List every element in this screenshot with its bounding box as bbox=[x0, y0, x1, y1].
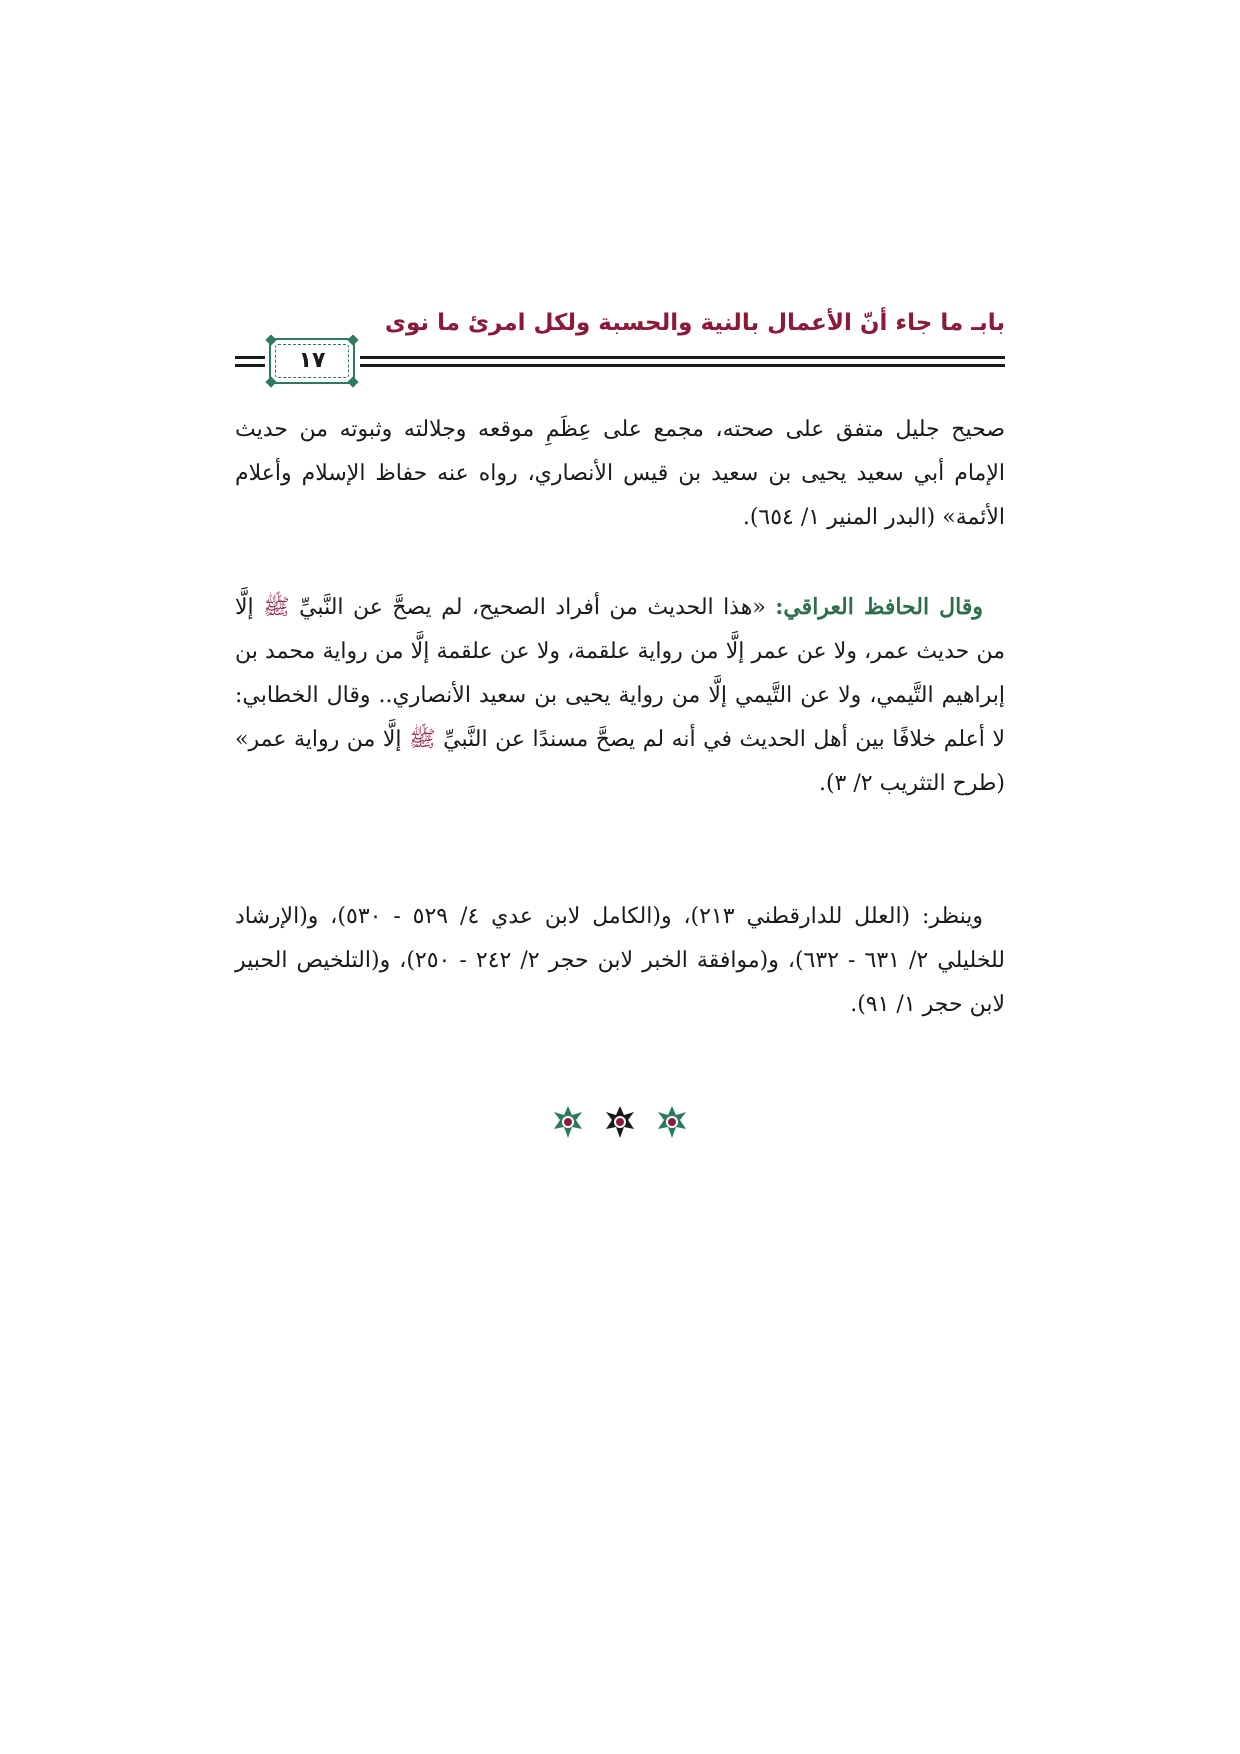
page-number: ١٧ bbox=[298, 348, 326, 373]
quote-text: «هذا الحديث من أفراد الصحيح، لم يصحَّ عن النَّبيِّ bbox=[289, 595, 776, 620]
salutation-glyph: ﷺ bbox=[409, 727, 436, 752]
chapter-title: بابـ ما جاء أنّ الأعمال بالنية والحسبة ولكل امرئ ما نوى bbox=[384, 310, 1005, 336]
header-rule bbox=[235, 364, 265, 367]
paragraph-1 bbox=[235, 408, 1005, 540]
header-rule bbox=[360, 356, 1005, 359]
paragraph-text bbox=[235, 585, 1005, 806]
star-ornament-icon bbox=[551, 1105, 585, 1139]
section-divider bbox=[0, 1105, 1240, 1145]
paragraph-text: وينظر: (العلل للدارقطني ٢١٣)، و(الكامل لابن عدي ٤/ ٥٢٩ - ٥٣٠)، و(الإرشاد للخليلي ٢/ ٦٣١ - ٦٣٢)، و(موافقة الخبر لابن حجر ٢/ ٢٤٢ - ٢٥٠)، و(التلخيص الحبير لابن حجر ١/ ٩١). bbox=[235, 904, 1006, 1017]
paragraph-text: صحيح جليل متفق على صحته، مجمع على عِظَمِ موقعه وجلالته وثبوته من حديث الإمام أبي سعيد يحيى بن سعيد بن قيس الأنصاري، رواه عنه حفاظ الإسلام وأعلام الأئمة» (البدر المنير ١/ ٦٥٤). bbox=[235, 417, 1005, 530]
page-header bbox=[235, 308, 1005, 388]
paragraph-3 bbox=[235, 895, 1005, 1027]
speaker-name: وقال الحافظ العراقي: bbox=[775, 594, 983, 620]
paragraph-2 bbox=[235, 585, 1005, 806]
page-number-badge bbox=[269, 338, 355, 384]
header-rule bbox=[235, 356, 265, 359]
salutation-glyph: ﷺ bbox=[263, 595, 290, 620]
star-ornament-icon bbox=[655, 1105, 689, 1139]
quote-text: إلَّا من حديث عمر، ولا عن عمر إلَّا من رواية علقمة، ولا عن علقمة إلَّا من رواية محمد بن إبراهيم التَّيمي، ولا عن التَّيمي إلَّا من رواية يحيى بن سعيد الأنصاري.. وقال الخطابي: لا أعلم خلافًا بين أهل الحديث في أنه لم يصحَّ مسندًا عن النَّبيِّ bbox=[235, 595, 1006, 752]
star-ornament-icon bbox=[603, 1105, 637, 1139]
header-rule bbox=[360, 364, 1005, 367]
quote-text: إلَّا من رواية عمر» (طرح التثريب ٢/ ٣). bbox=[235, 727, 1005, 796]
